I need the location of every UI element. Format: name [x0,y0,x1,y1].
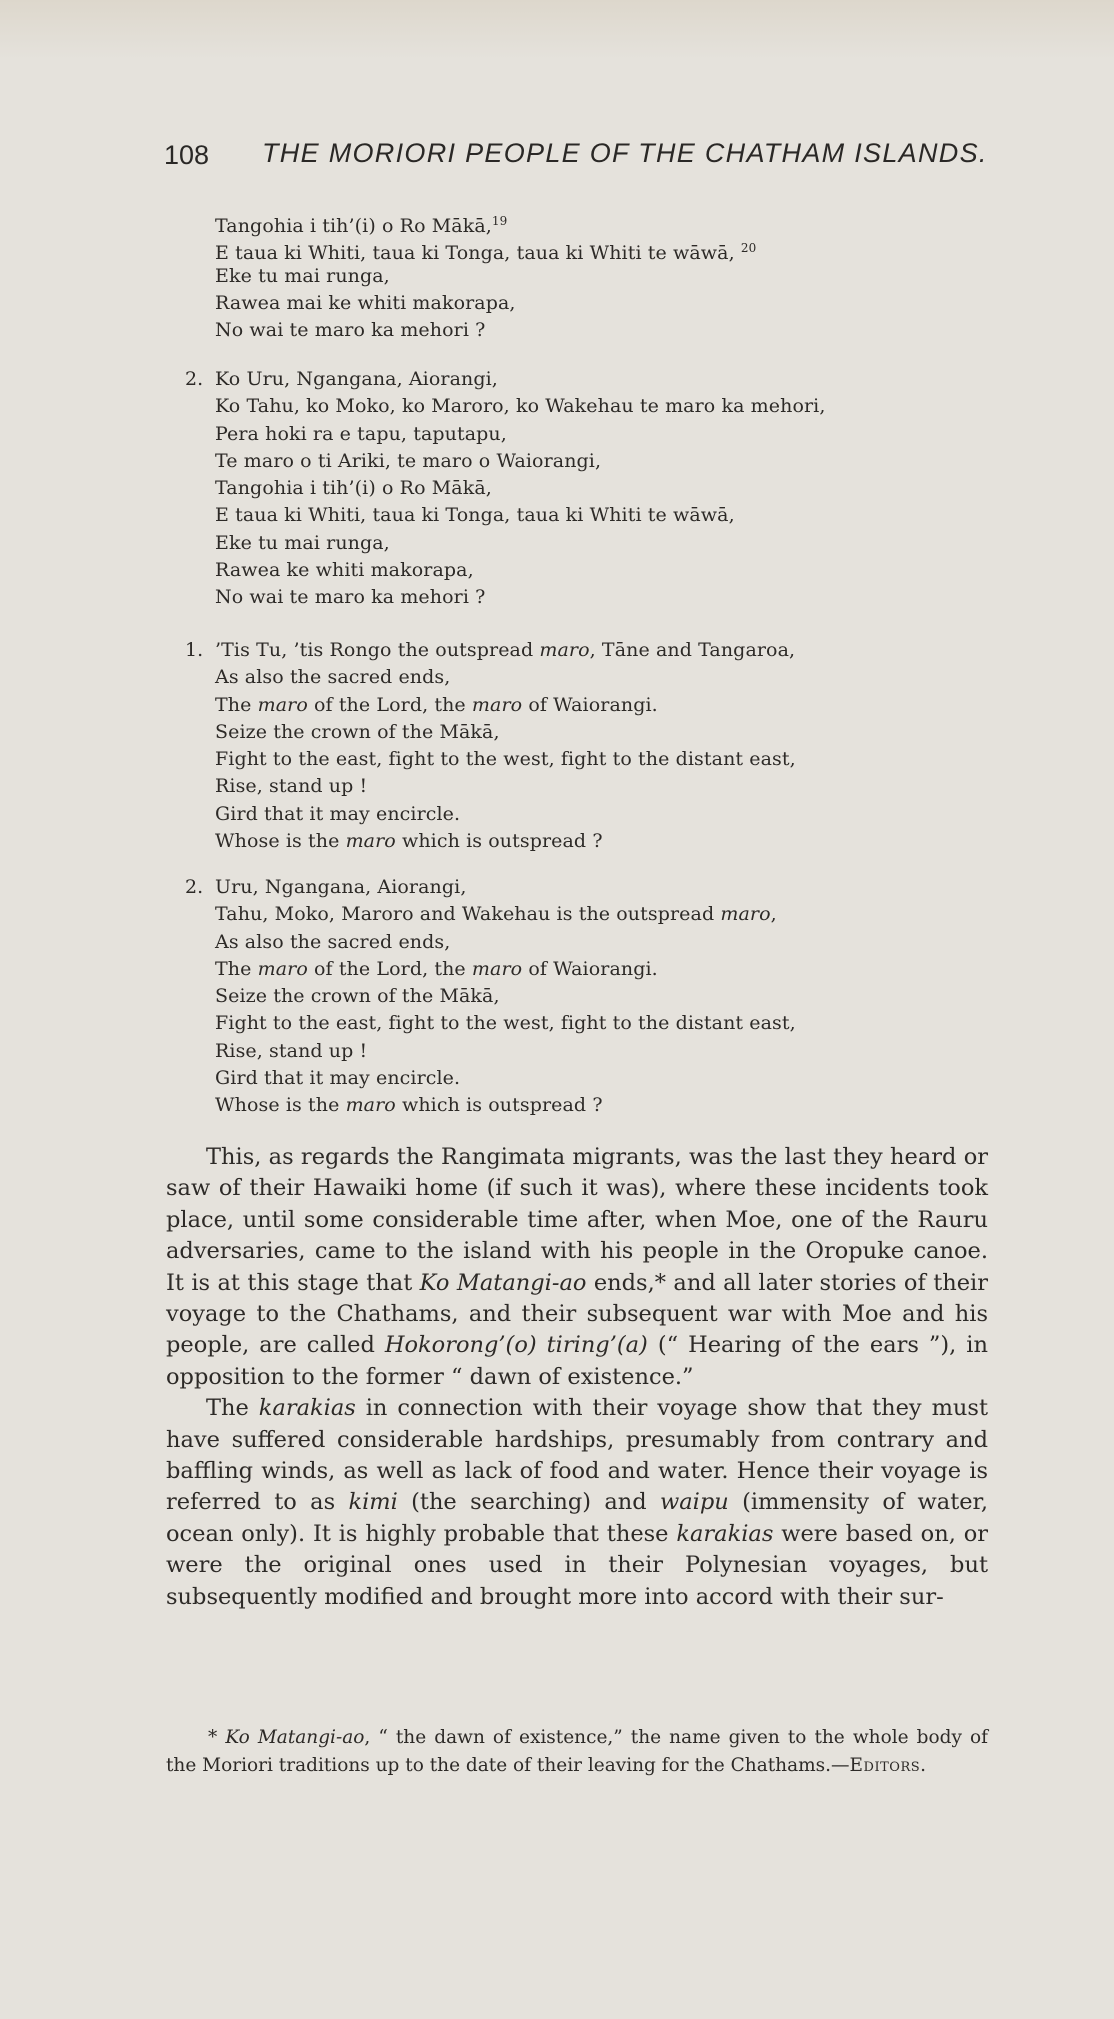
chant-line: Ko Tahu, ko Moko, ko Maroro, ko Wakehau te maro ka mehori, [215,395,826,418]
paragraph: This, as regards the Rangimata migrants, was the last they heard or saw of their Hawaiki home (if such it was), where these incidents took place, until some considerable time after, when Moe, one of the Rauru adversaries, came to the island with his people in the Oropuke canoe. It is at this stage that Ko Matangi-ao ends,* and all later stories of their voyage to the Chathams, and their subsequent war with Moe and his people, are called Hokorong’(o) tiring’(a) (“ Hearing of the ears ”), in opposition to the former “ dawn of existence.” [166,1144,989,1390]
chant-stanza-1-english [185,637,975,855]
chant-line: Rawea ke whiti makorapa, [215,559,474,582]
chant-stanza-continued [215,208,975,344]
chant-line: Tangohia i tih’(i) o Ro Mākā, [215,477,492,500]
chant-line: E taua ki Whiti, taua ki Tonga, taua ki Whiti te wāwā, $^{20}$ [215,241,757,265]
chant-line: E taua ki Whiti, taua ki Tonga, taua ki Whiti te wāwā, [215,504,735,527]
running-title: THE MORIORI PEOPLE OF THE CHATHAM ISLANDS. [262,138,988,168]
body-text [166,1142,988,1613]
stanza-number: 2. [185,876,204,898]
chant-line: ’Tis Tu, ’tis Rongo the outspread maro, Tāne and Tangaroa, [215,639,796,661]
chant-line: Te maro o ti Ariki, te maro o Waiorangi, [215,449,602,472]
chant-line: Gird that it may encircle. [215,802,461,825]
stanza-number: 1. [185,639,204,661]
chant-line: Whose is the maro which is outspread ? [215,830,603,853]
footnote-ref: 20 [740,241,757,256]
chant-line: No wai te maro ka mehori ? [215,586,486,609]
chant-stanza-2-english [185,874,975,1120]
chant-line: Fight to the east, fight to the west, fight to the distant east, [215,748,796,771]
chant-line: Pera hoki ra e tapu, taputapu, [215,422,507,445]
chant-line: As also the sacred ends, [215,666,451,689]
chant-line: Gird that it may encircle. [215,1067,461,1090]
chant-line: Rawea mai ke whiti makorapa, [215,291,516,314]
chant-line: Rise, stand up ! [215,775,368,798]
chant-line: Whose is the maro which is outspread ? [215,1094,603,1117]
chant-line: Tahu, Moko, Maroro and Wakehau is the outspread maro, [215,903,777,926]
chant-line: The maro of the Lord, the maro of Waiorangi. [215,693,658,716]
chant-stanza-2-moriori [185,366,975,612]
running-header [164,138,988,178]
chant-line: As also the sacred ends, [215,930,451,953]
footnote-ref: 19 [491,214,508,228]
chant-line: Seize the crown of the Mākā, [215,985,500,1008]
chant-line: Ko Uru, Ngangana, Aiorangi, [215,368,498,390]
chant-line: Seize the crown of the Mākā, [215,720,500,743]
chant-line: Eke tu mai runga, [215,531,390,554]
chant-line: Eke tu mai runga, [215,264,390,287]
chant-line: The maro of the Lord, the maro of Waiorangi. [215,957,658,980]
chant-line: No wai te maro ka mehori ? [215,319,486,342]
paragraph: The karakias in connection with their voyage show that they must have suffered considerable hardships, presumably from contrary and baffling winds, as well as lack of food and water. Hence their voyage is referred to as kimi (the searching) and waipu (immensity of water, ocean only). It is highly probable that these karakias were based on, or were the original ones used in their Polynesian voyages, but subsequently modified and brought more into accord with their sur- [166,1395,988,1610]
footnote-attribution: Editors. [849,1755,927,1776]
chant-line: Rise, stand up ! [215,1039,368,1062]
chant-line: Uru, Ngangana, Aiorangi, [215,876,467,898]
chant-line: Tangohia i tih’(i) o Ro Mākā,$^{19}$ [215,214,508,237]
page-number: 108 [164,140,210,170]
stanza-number: 2. [185,368,204,390]
chant-line: Fight to the east, fight to the west, fight to the distant east, [215,1012,796,1035]
footnote: * Ko Matangi-ao, “ the dawn of existence,” the name given to the whole body of the Moriori traditions up to the date of their leaving for the Chathams.—Editors. [166,1727,988,1776]
